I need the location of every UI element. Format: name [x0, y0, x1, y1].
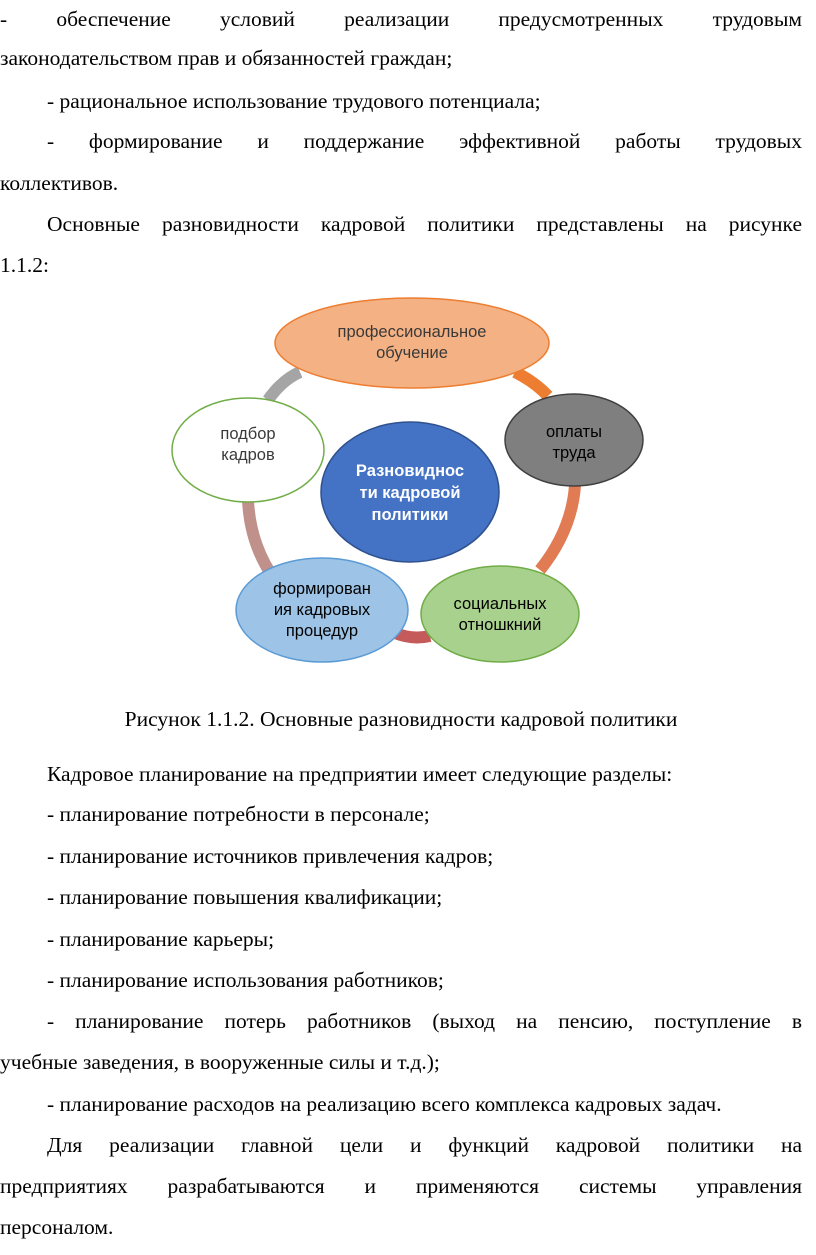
text-line-17: Для реализации главной цели и функций кадровой политики на — [47, 1133, 802, 1157]
text-line-11: - планирование повышения квалификации; — [47, 885, 443, 909]
connector-top-right — [515, 372, 548, 396]
center-label-3: политики — [371, 506, 449, 524]
node-right-label-1: оплаты — [546, 423, 602, 441]
center-label-1: Разновиднос — [355, 462, 465, 480]
connector-right-bottom — [540, 485, 575, 570]
node-bottom-right-label-1: социальных — [453, 595, 547, 613]
connector-left-top — [268, 372, 300, 400]
node-left-label-1: подбор — [220, 425, 276, 443]
node-bottom-left-label-2: ия кадровых — [273, 601, 371, 619]
connector-bottom — [395, 633, 430, 637]
text-line-4: - формирование и поддержание эффективной работы трудовых — [47, 129, 802, 153]
node-top-label-1: профессиональное — [337, 323, 487, 341]
text-line-13: - планирование использования работников; — [47, 968, 444, 992]
node-bottom-right-label-2: отношкний — [458, 616, 542, 634]
text-line-9: - планирование потребности в персонале; — [47, 802, 430, 826]
text-line-7: 1.1.2: — [0, 253, 49, 277]
text-line-1: - обеспечение условий реализации предусмотренных трудовым — [0, 7, 802, 31]
text-line-6: Основные разновидности кадровой политики представлены на рисунке — [47, 212, 802, 236]
text-line-16: - планирование расходов на реализацию всего комплекса кадровых задач. — [47, 1092, 722, 1116]
text-line-10: - планирование источников привлечения кадров; — [47, 844, 494, 868]
text-line-18: предприятиях разрабатываются и применяются системы управления — [0, 1174, 802, 1198]
node-bottom-left-label-1: формирован — [273, 580, 371, 598]
text-line-12: - планирование карьеры; — [47, 927, 275, 951]
text-line-19: персоналом. — [0, 1215, 114, 1239]
text-line-5: коллективов. — [0, 171, 119, 195]
node-bottom-left-label-3: процедур — [285, 622, 359, 640]
node-right-label-2: труда — [552, 444, 596, 462]
center-label-2: ти кадровой — [359, 484, 461, 502]
text-line-14: - планирование потерь работников (выход на пенсию, поступление в — [47, 1009, 802, 1033]
node-bottom-right-ellipse — [421, 566, 579, 662]
text-line-8: Кадровое планирование на предприятии имеет следующие разделы: — [47, 762, 673, 786]
node-top-label-2: обучение — [376, 344, 448, 362]
node-left-label-2: кадров — [221, 446, 275, 464]
figure-caption: Рисунок 1.1.2. Основные разновидности кадровой политики — [124, 707, 678, 731]
text-line-3: - рациональное использование трудового потенциала; — [47, 89, 541, 113]
text-line-2: законодательством прав и обязанностей граждан; — [0, 46, 453, 70]
text-line-15: учебные заведения, в вооруженные силы и т.д.); — [0, 1050, 440, 1074]
node-top-ellipse — [275, 298, 549, 388]
